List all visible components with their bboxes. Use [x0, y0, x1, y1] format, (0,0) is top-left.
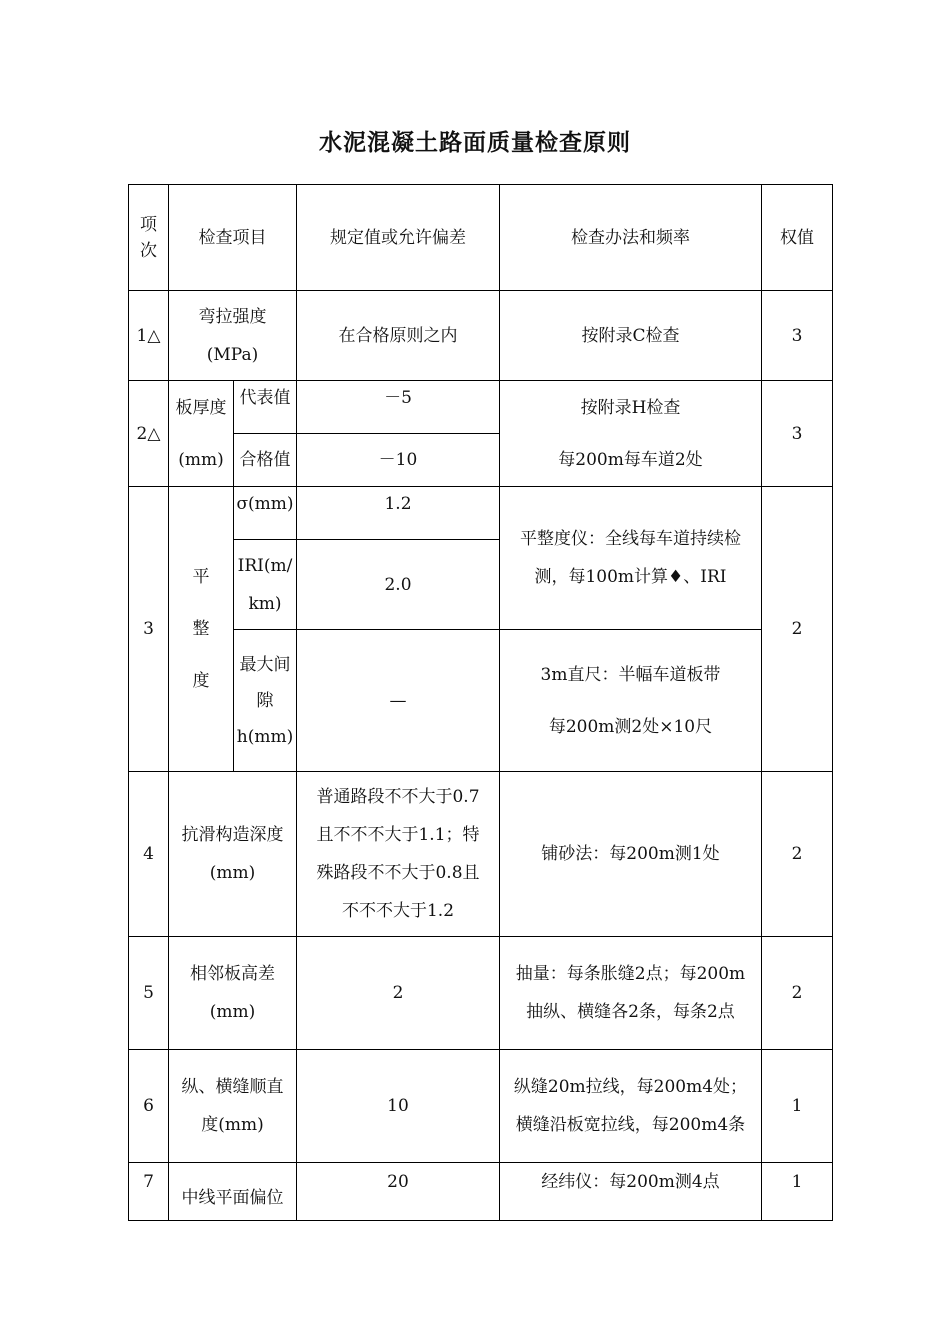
- row-method: [500, 1050, 762, 1163]
- row-spec: 1.2: [297, 487, 500, 540]
- header-method: 检查办法和频率: [500, 185, 762, 291]
- header-no-line: 次: [140, 240, 157, 261]
- sub-item: 合格值: [234, 434, 297, 487]
- row-weight: 3: [762, 291, 833, 381]
- sub-item: [234, 630, 297, 772]
- row-item: [169, 772, 297, 937]
- row-spec: －10: [297, 434, 500, 487]
- row-no: 2△: [129, 381, 169, 487]
- item-line: (mm): [178, 449, 224, 470]
- sub-item-line: 隙: [256, 690, 274, 711]
- method-line: 抽量：每条胀缝2点；每200m: [515, 964, 746, 984]
- spec-line: 普通路段不不大于0.7: [316, 787, 480, 807]
- method-line: 测，每100m计算♦、IRI: [534, 567, 727, 587]
- row-item: [169, 291, 297, 381]
- item-line: 弯拉强度: [198, 306, 267, 327]
- row-weight: 2: [762, 772, 833, 937]
- header-no: [129, 185, 169, 291]
- item-line: 度: [192, 671, 210, 691]
- table-header-row: [129, 185, 833, 291]
- row-item: [169, 381, 234, 487]
- sub-item: 代表值: [234, 381, 297, 434]
- sub-item-line: IRI(m/: [237, 555, 293, 576]
- row-weight: 1: [762, 1050, 833, 1163]
- spec-line: 殊路段不不大于0.8且: [316, 863, 480, 883]
- row-no: 4: [129, 772, 169, 937]
- row-method: [500, 487, 762, 630]
- item-line: 板厚度: [175, 397, 227, 418]
- item-line: 平: [192, 567, 210, 587]
- row-item: [169, 937, 297, 1050]
- row-spec: —: [297, 630, 500, 772]
- row-item: [169, 487, 234, 772]
- spec-line: 且不不不大于1.1；特: [316, 825, 480, 845]
- table-row: [129, 381, 833, 434]
- row-spec: [297, 772, 500, 937]
- method-line: 每200m每车道2处: [558, 449, 703, 470]
- item-line: 相邻板高差: [190, 964, 275, 984]
- row-spec: 在合格原则之内: [297, 291, 500, 381]
- row-no: 5: [129, 937, 169, 1050]
- quality-inspection-table: [128, 184, 833, 1221]
- header-item: 检查项目: [169, 185, 297, 291]
- header-weight: 权值: [762, 185, 833, 291]
- table-row: [129, 772, 833, 937]
- page-title: 水泥混凝土路面质量检查原则: [319, 130, 631, 156]
- method-line: 横缝沿板宽拉线，每200m4条: [515, 1115, 746, 1135]
- item-line: (mm): [209, 1002, 256, 1022]
- row-method: [500, 381, 762, 487]
- row-spec: －5: [297, 381, 500, 434]
- row-no: 1△: [129, 291, 169, 381]
- item-line: (MPa): [206, 344, 259, 365]
- item-line: 纵、横缝顺直: [181, 1077, 284, 1097]
- sub-item: [234, 540, 297, 630]
- spec-line: 不不不大于1.2: [341, 901, 455, 921]
- row-weight: 1: [762, 1163, 833, 1221]
- row-spec: 20: [297, 1163, 500, 1221]
- row-weight: 2: [762, 937, 833, 1050]
- method-line: 平整度仪：全线每车道持续检: [520, 529, 741, 549]
- row-weight: 2: [762, 487, 833, 772]
- item-line: 整: [192, 619, 210, 639]
- row-method: 经纬仪：每200m测4点: [500, 1163, 762, 1221]
- method-line: 纵缝20m拉线，每200m4处；: [513, 1077, 748, 1097]
- item-line: (mm): [209, 863, 256, 883]
- sub-item: σ(mm): [234, 487, 297, 540]
- row-weight: 3: [762, 381, 833, 487]
- table-row: [129, 1163, 833, 1221]
- table-row: [129, 1050, 833, 1163]
- row-method: 按附录C检查: [500, 291, 762, 381]
- row-spec: 2: [297, 937, 500, 1050]
- row-no: 7: [129, 1163, 169, 1221]
- header-spec: 规定值或允许偏差: [297, 185, 500, 291]
- row-method: [500, 630, 762, 772]
- row-item: 中线平面偏位: [169, 1163, 297, 1221]
- table-row: [129, 291, 833, 381]
- table-row: [129, 487, 833, 540]
- row-spec: 2.0: [297, 540, 500, 630]
- sub-item-line: h(mm): [236, 726, 294, 747]
- table-row: [129, 630, 833, 772]
- item-line: 抗滑构造深度: [181, 825, 284, 845]
- header-no-line: 项: [140, 214, 157, 235]
- table-row: [129, 937, 833, 1050]
- row-no: 3: [129, 487, 169, 772]
- method-line: 抽纵、横缝各2条，每条2点: [526, 1002, 735, 1022]
- method-line: 每200m测2处×10尺: [548, 716, 713, 737]
- method-line: 按附录H检查: [580, 397, 681, 418]
- row-no: 6: [129, 1050, 169, 1163]
- method-line: 3m直尺：半幅车道板带: [540, 664, 721, 685]
- item-line: 度(mm): [201, 1115, 264, 1135]
- sub-item-line: 最大间: [239, 654, 291, 675]
- sub-item-line: km): [248, 593, 282, 614]
- row-spec: 10: [297, 1050, 500, 1163]
- row-method: [500, 937, 762, 1050]
- row-item: [169, 1050, 297, 1163]
- row-method: 铺砂法：每200m测1处: [500, 772, 762, 937]
